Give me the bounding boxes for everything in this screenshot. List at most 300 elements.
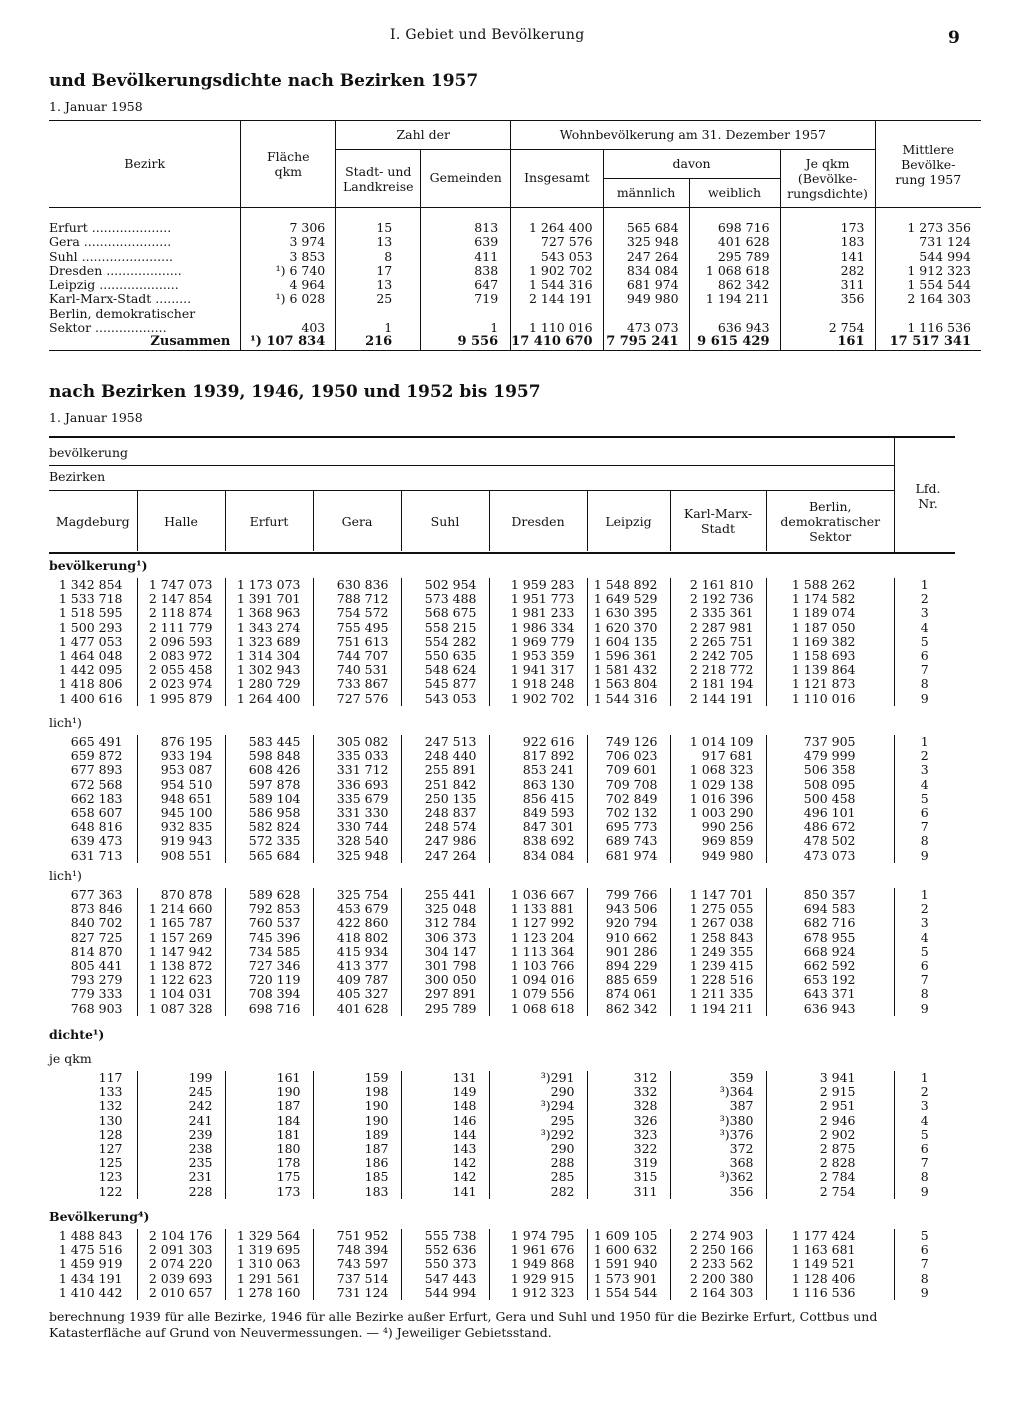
table1-cell-bezirk: Sektor ..................: [49, 321, 241, 335]
row-number: 3: [894, 763, 955, 777]
table2-cell: 1 149 521: [791, 1256, 856, 1272]
table2-cell: 1 600 632: [587, 1243, 670, 1257]
table2-cell: 1 157 269: [137, 931, 225, 945]
table2-cell: 130: [49, 1114, 137, 1128]
table2-cell: 760 537: [225, 916, 313, 930]
table2-cell: 305 082: [313, 735, 401, 749]
table2-cell: 1 104 031: [137, 987, 225, 1001]
table2-cell: 132: [49, 1099, 137, 1113]
th-zahl-der: Zahl der: [336, 121, 511, 150]
table2-cell: 2 164 303: [670, 1286, 766, 1300]
table1-cell-weiblich: 698 716: [689, 208, 780, 236]
table2-cell: 748 394: [313, 1243, 401, 1257]
table2-cell: 311: [587, 1185, 670, 1199]
table1-cell-insgesamt: 1 902 702: [511, 264, 603, 278]
table2-cell: 1 177 424: [791, 1228, 856, 1243]
table2-cell: 2 274 903: [670, 1229, 766, 1243]
table2-cell: 2 946: [819, 1112, 856, 1128]
table2-cell: 173: [225, 1185, 313, 1199]
table2-cell: 689 743: [587, 834, 670, 848]
table2-cell: 190: [313, 1099, 401, 1113]
table2-cell: 792 853: [225, 902, 313, 916]
table2-cell: 932 835: [137, 820, 225, 834]
row-number: 9: [894, 1286, 955, 1300]
table2-cell: 1 194 211: [670, 1002, 766, 1016]
table1-cell-weiblich: [689, 307, 780, 321]
table2-cell: 1 147 701: [670, 888, 766, 902]
table1-cell-flaeche: 4 964: [241, 278, 336, 292]
table2-cell: 1 139 864: [791, 662, 856, 678]
table2-header-bottom-rule: [49, 552, 955, 554]
table2-cell: 178: [225, 1156, 313, 1170]
table2-cell: 2 010 657: [137, 1286, 225, 1300]
table2-cell: 401 628: [313, 1002, 401, 1016]
table2-cell: ³)364: [670, 1085, 766, 1099]
table2-cell: 948 651: [137, 792, 225, 806]
table1-cell-flaeche: 7 306: [241, 208, 336, 236]
table2-cell: 181: [225, 1128, 313, 1142]
table2-cell: 1 563 804: [587, 677, 670, 691]
table2-row: [49, 1071, 955, 1085]
table2-cell: 665 491: [49, 735, 137, 749]
table2-cell: ³)376: [670, 1128, 766, 1142]
table2-cell: 901 286: [587, 945, 670, 959]
table2-cell: 919 943: [137, 834, 225, 848]
table2-cell: 1 554 544: [587, 1286, 670, 1300]
column-header-suhl: Suhl: [401, 491, 489, 551]
table2-cell: 547 443: [401, 1272, 489, 1286]
table2-cell: 1 343 274: [225, 621, 313, 635]
row-number: 6: [894, 959, 955, 973]
table2-cell: 413 377: [313, 959, 401, 973]
table2-cell: 2 754: [819, 1183, 856, 1199]
row-number: 2: [894, 1085, 955, 1099]
table2-cell: 1 278 160: [225, 1286, 313, 1300]
table2-cell: 817 892: [489, 749, 587, 763]
table2-cell: 1 138 872: [137, 959, 225, 973]
table2-cell: 228: [137, 1185, 225, 1199]
row-number: 1: [894, 888, 955, 902]
footnote-line-2: Katasterfläche auf Grund von Neuvermessungen. — ⁴) Jeweiliger Gebietsstand.: [49, 1325, 552, 1340]
table1-cell-weiblich: 9 615 429: [689, 335, 780, 350]
table2-cell: 990 256: [670, 820, 766, 834]
table1-cell-weiblich: 862 342: [689, 278, 780, 292]
table2-cell: 508 095: [803, 776, 856, 792]
table2-cell: 1 187 050: [791, 619, 856, 635]
row-number: 6: [894, 1142, 955, 1156]
table1-row: [49, 321, 981, 335]
table2-top-label: bevölkerung: [49, 445, 129, 460]
table2-cell: 1 442 095: [49, 663, 137, 677]
table2-cell: 2 118 874: [137, 606, 225, 620]
table2-cell: 322: [587, 1142, 670, 1156]
table2-cell: 1 959 283: [489, 578, 587, 592]
table2-cell: 297 891: [401, 987, 489, 1001]
section-table: [49, 888, 955, 1016]
table1-cell-flaeche: 3 853: [241, 250, 336, 264]
table1-cell-maennlich: 247 264: [603, 250, 689, 264]
table2-cell: 1 459 919: [49, 1257, 137, 1271]
table2-cell: 749 126: [587, 735, 670, 749]
table2-cell: 1 249 355: [670, 945, 766, 959]
table2-cell: 190: [313, 1114, 401, 1128]
table1-cell-mittlere: 1 912 323: [907, 262, 971, 278]
table2-cell: 1 029 138: [670, 778, 766, 792]
th-davon: davon: [603, 150, 780, 179]
table1-body: [49, 208, 981, 351]
table2-cell: 1 620 370: [587, 621, 670, 635]
table2-cell: 554 282: [401, 635, 489, 649]
table1-cell-weiblich: 295 789: [689, 250, 780, 264]
table2-cell: 282: [489, 1185, 587, 1199]
table2-title: nach Bezirken 1939, 1946, 1950 und 1952 bis 1957: [49, 382, 541, 402]
table2-cell: 295: [489, 1114, 587, 1128]
table2-cell: 754 572: [313, 606, 401, 620]
table1-cell-dichte: 282: [780, 264, 875, 278]
table2-cell: 727 576: [313, 692, 401, 706]
table2-cell: 247 513: [401, 735, 489, 749]
table2-cell: 1 165 787: [137, 916, 225, 930]
table2-cell: 779 333: [49, 987, 137, 1001]
table2-cell: 422 860: [313, 916, 401, 930]
table2-cell: 555 738: [401, 1229, 489, 1243]
table2-cell: 853 241: [489, 763, 587, 777]
table2-cell: 583 445: [225, 735, 313, 749]
column-header-magdeburg: Magdeburg: [49, 491, 137, 551]
row-number: 8: [894, 834, 955, 848]
table1-cell-maennlich: 681 974: [603, 278, 689, 292]
table1-row: [49, 235, 981, 249]
table1-cell-bezirk: Suhl .......................: [49, 250, 241, 264]
table2-cell: 874 061: [587, 987, 670, 1001]
th-je-qkm: Je qkm (Bevölke-rungsdichte): [780, 150, 875, 208]
table2-cell: 751 613: [313, 635, 401, 649]
table1-cell-gemeinden: [421, 307, 511, 321]
table2-cell: 180: [225, 1142, 313, 1156]
table2-cell: 1 127 992: [489, 916, 587, 930]
table2-cell: 325 754: [313, 888, 401, 902]
table2-row: [49, 987, 955, 1001]
table2-cell: 1 902 702: [489, 692, 587, 706]
table2-cell: 506 358: [803, 762, 856, 778]
table2-cell: 863 130: [489, 778, 587, 792]
table2-cell: 862 342: [587, 1002, 670, 1016]
table2-row: [49, 1002, 955, 1016]
table2-cell: 672 568: [49, 778, 137, 792]
table2-cell: 187: [225, 1099, 313, 1113]
table2-cell: 473 073: [803, 847, 856, 863]
table2-cell: 2 091 303: [137, 1243, 225, 1257]
table2-cell: 1 158 693: [791, 648, 856, 664]
table2-cell: 737 905: [803, 734, 856, 749]
table1-cell-insgesamt: 1 264 400: [511, 208, 603, 236]
table2-cell: 125: [49, 1156, 137, 1170]
table2-cell: 312 784: [401, 916, 489, 930]
th-flaeche: Fläche qkm: [241, 121, 336, 208]
table1-cell-insgesamt: 17 410 670: [511, 335, 603, 350]
page-number: 9: [948, 28, 960, 48]
table2-cell: 199: [137, 1071, 225, 1085]
table1-cell-maennlich: 834 084: [603, 264, 689, 278]
table1-cell-dichte: [780, 307, 875, 321]
table2-cell: 301 798: [401, 959, 489, 973]
table1-cell-bezirk: Dresden ...................: [49, 264, 241, 278]
table2-sub-label: Bezirken: [49, 469, 106, 484]
table2-cell: 1 122 623: [137, 973, 225, 987]
section-table: [49, 735, 955, 863]
row-number: 4: [894, 778, 955, 792]
table2-row: [49, 945, 955, 959]
table2-rule-1: [49, 465, 894, 466]
table2-cell: 805 441: [49, 959, 137, 973]
table2-cell: 1 329 564: [225, 1229, 313, 1243]
table2-cell: 550 635: [401, 649, 489, 663]
table1-cell-kreise: [336, 307, 421, 321]
table2-cell: 702 132: [587, 806, 670, 820]
table2-cell: 1 087 328: [137, 1002, 225, 1016]
table2-cell: 695 773: [587, 820, 670, 834]
table2-cell: 2 875: [819, 1141, 856, 1157]
table2-cell: 894 229: [587, 959, 670, 973]
table2-cell: 1 953 359: [489, 649, 587, 663]
table2-cell: 1 323 689: [225, 635, 313, 649]
table2-cell: 1 596 361: [587, 649, 670, 663]
table1-cell-bezirk: Leipzig ....................: [49, 278, 241, 292]
table2-cell: 2 083 972: [137, 649, 225, 663]
table2-row: [49, 663, 955, 677]
table2-cell: 1 267 038: [670, 916, 766, 930]
th-mittlere: Mittlere Bevölke-rung 1957: [875, 121, 981, 208]
table2-cell: 184: [225, 1114, 313, 1128]
table2-cell: 255 441: [401, 888, 489, 902]
table2-cell: 548 624: [401, 663, 489, 677]
table2-cell: 1 133 881: [489, 902, 587, 916]
table2-cell: 2 828: [819, 1155, 856, 1171]
table2-cell: 677 893: [49, 763, 137, 777]
table2-cell: 648 816: [49, 820, 137, 834]
table1-cell-weiblich: 636 943: [689, 321, 780, 335]
row-number: 6: [894, 1243, 955, 1257]
table2-cell: 677 363: [49, 888, 137, 902]
table2-cell: 908 551: [137, 849, 225, 863]
section-table: [49, 1229, 955, 1300]
table2-cell: 133: [49, 1085, 137, 1099]
table2-cell: 702 849: [587, 792, 670, 806]
table1-row: [49, 278, 981, 292]
table2-cell: 478 502: [803, 833, 856, 849]
table2-cell: 1 609 105: [587, 1229, 670, 1243]
table2-cell: 788 712: [313, 592, 401, 606]
table2-colheads: [49, 491, 894, 551]
table2-cell: 186: [313, 1156, 401, 1170]
row-number: 2: [894, 902, 955, 916]
table1-cell-flaeche: ¹) 6 028: [241, 292, 336, 306]
table1-cell-gemeinden: 411: [421, 250, 511, 264]
row-number: 2: [894, 749, 955, 763]
table2-cell: 409 787: [313, 973, 401, 987]
table2-row: [49, 606, 955, 620]
table2-row: [49, 792, 955, 806]
table2-cell: 917 681: [670, 749, 766, 763]
row-number: 5: [894, 635, 955, 649]
table2-cell: 636 943: [803, 1000, 856, 1016]
row-number: 1: [894, 735, 955, 749]
table2-cell: 969 859: [670, 834, 766, 848]
table2-cell: 387: [670, 1099, 766, 1113]
row-number: 8: [894, 677, 955, 691]
table2-cell: 643 371: [803, 986, 856, 1002]
table2-cell: 1 291 561: [225, 1272, 313, 1286]
th-bezirk: Bezirk: [49, 121, 241, 208]
footnote: [49, 1309, 964, 1341]
table2-cell: 1 174 582: [791, 591, 856, 607]
table2-cell: 598 848: [225, 749, 313, 763]
section-label: lich¹): [49, 868, 82, 883]
table1-cell-gemeinden: 838: [421, 264, 511, 278]
table2-cell: 117: [49, 1071, 137, 1085]
row-number: 9: [894, 849, 955, 863]
table2-cell: 799 766: [587, 888, 670, 902]
section-label: lich¹): [49, 715, 82, 730]
section-label: bevölkerung¹): [49, 558, 148, 573]
row-number: 7: [894, 1257, 955, 1271]
table2-cell: 496 101: [803, 805, 856, 821]
table2-row: [49, 1142, 955, 1156]
table2-cell: 698 716: [225, 1002, 313, 1016]
table2-cell: 834 084: [489, 849, 587, 863]
table1-cell-maennlich: 325 948: [603, 235, 689, 249]
table1-cell-maennlich: 949 980: [603, 292, 689, 306]
table2-cell: 586 958: [225, 806, 313, 820]
table1-cell-bezirk: Berlin, demokratischer: [49, 307, 241, 321]
table2-row: [49, 677, 955, 691]
table2-cell: 290: [489, 1142, 587, 1156]
table2-cell: 453 679: [313, 902, 401, 916]
table2-cell: 415 934: [313, 945, 401, 959]
th-insgesamt: Insgesamt: [511, 150, 603, 208]
row-number: 4: [894, 1114, 955, 1128]
column-header-leipzig: Leipzig: [587, 491, 670, 551]
table1-cell-gemeinden: 639: [421, 235, 511, 249]
table2-row: [49, 635, 955, 649]
table2-cell: 1 189 074: [791, 605, 856, 621]
table2-cell: 653 192: [803, 972, 856, 988]
table2-cell: 838 692: [489, 834, 587, 848]
table2-cell: ³)291: [489, 1071, 587, 1085]
table2-cell: 2 784: [819, 1169, 856, 1185]
table2-cell: 238: [137, 1142, 225, 1156]
table2-cell: 943 506: [587, 902, 670, 916]
table2-cell: 662 183: [49, 792, 137, 806]
table2-cell: 2 023 974: [137, 677, 225, 691]
table2-cell: 336 693: [313, 778, 401, 792]
table2-cell: 144: [401, 1128, 489, 1142]
table2-cell: 3 941: [819, 1070, 856, 1085]
table2-cell: 190: [225, 1085, 313, 1099]
table2-cell: 372: [670, 1142, 766, 1156]
table2-cell: 1 103 766: [489, 959, 587, 973]
table2-cell: 847 301: [489, 820, 587, 834]
table2-row: [49, 1170, 955, 1184]
table2-cell: 295 789: [401, 1002, 489, 1016]
table2-row: [49, 1257, 955, 1271]
table1: [49, 120, 981, 351]
table2-cell: 2 200 380: [670, 1272, 766, 1286]
table1-cell-kreise: 17: [336, 264, 421, 278]
table2-cell: 708 394: [225, 987, 313, 1001]
table2-cell: 945 100: [137, 806, 225, 820]
table2-cell: 312: [587, 1071, 670, 1085]
column-header-berlin-demokratischer-sektor: Berlin, demokratischer Sektor: [780, 498, 881, 544]
row-number: 3: [894, 1099, 955, 1113]
table2-cell: 1 533 718: [49, 592, 137, 606]
table2-row: [49, 1128, 955, 1142]
th-maennlich: männlich: [603, 179, 689, 208]
th-lfd: Lfd. Nr.: [915, 481, 941, 511]
table2-cell: 245: [137, 1085, 225, 1099]
table2-cell: 1 410 442: [49, 1286, 137, 1300]
table2-cell: 734 585: [225, 945, 313, 959]
table1-cell-weiblich: 1 194 211: [689, 292, 780, 306]
section-table: [49, 578, 955, 706]
table2-cell: 290: [489, 1085, 587, 1099]
table2-cell: 2 951: [819, 1098, 856, 1114]
table2-cell: 658 607: [49, 806, 137, 820]
table2-cell: 143: [401, 1142, 489, 1156]
table2-row: [49, 916, 955, 930]
table2-cell: 706 023: [587, 749, 670, 763]
table1-row: [49, 307, 981, 321]
table2-row: [49, 902, 955, 916]
table2-cell: 288: [489, 1156, 587, 1170]
table2-cell: 745 396: [225, 931, 313, 945]
table2-cell: 328: [587, 1099, 670, 1113]
table2-cell: 1 581 432: [587, 663, 670, 677]
table2-cell: 189: [313, 1128, 401, 1142]
table2-cell: 368: [670, 1156, 766, 1170]
table2-cell: 582 824: [225, 820, 313, 834]
table2-cell: 285: [489, 1170, 587, 1184]
table2-cell: 1 477 053: [49, 635, 137, 649]
table2-cell: 2 902: [819, 1126, 856, 1142]
table2-cell: 1 003 290: [670, 806, 766, 820]
table2-row: [49, 1099, 955, 1113]
table1-cell-mittlere: 17 517 341: [875, 335, 981, 350]
table2-cell: 1 123 204: [489, 931, 587, 945]
table2-cell: 128: [49, 1128, 137, 1142]
row-number: 7: [894, 820, 955, 834]
row-number: 3: [894, 916, 955, 930]
row-number: 1: [894, 578, 955, 592]
table2-row: [49, 959, 955, 973]
table2-cell: 325 948: [313, 849, 401, 863]
table2-cell: 418 802: [313, 931, 401, 945]
table2-cell: 1 961 676: [489, 1243, 587, 1257]
table2-row: [49, 692, 955, 706]
table2-cell: 885 659: [587, 973, 670, 987]
table2-cell: 247 986: [401, 834, 489, 848]
row-number: 4: [894, 621, 955, 635]
table1-cell-mittlere: 1 273 356: [907, 220, 971, 235]
table1-header: [49, 121, 981, 208]
table1-cell-kreise: 1: [336, 321, 421, 335]
table2-cell: 922 616: [489, 735, 587, 749]
th-wohnbev: Wohnbevölkerung am 31. Dezember 1957: [511, 121, 875, 150]
table1-title: und Bevölkerungsdichte nach Bezirken 1957: [49, 71, 479, 91]
table2-cell: 300 050: [401, 973, 489, 987]
table2-row: [49, 1286, 955, 1300]
table1-cell-bezirk: Karl-Marx-Stadt .........: [49, 292, 241, 306]
